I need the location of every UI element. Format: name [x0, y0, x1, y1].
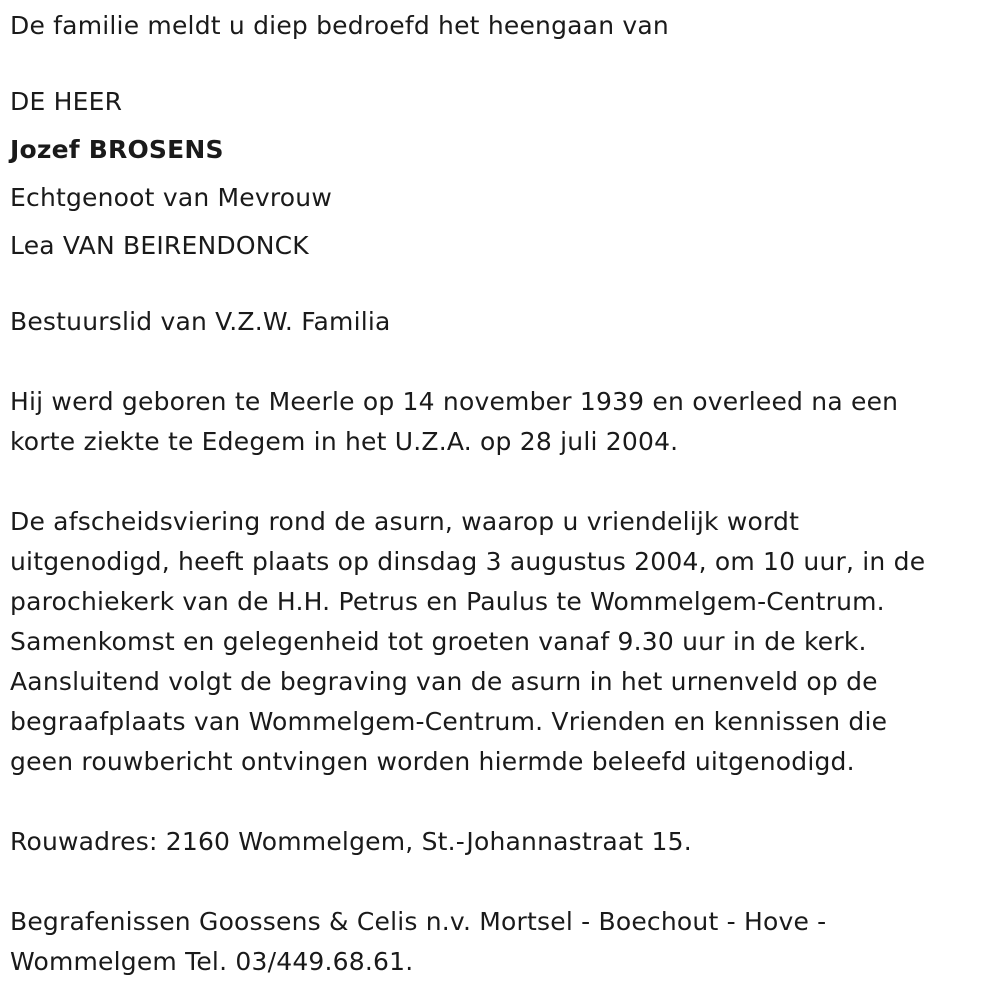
- obituary-document: [10, 6, 990, 982]
- paragraph-line: Samenkomst en gelegenheid tot groeten vanaf 9.30 uur in de kerk.: [10, 627, 867, 656]
- spouse-name: Lea VAN BEIRENDONCK: [10, 231, 309, 260]
- deceased-block: [10, 78, 990, 270]
- honorific-title: DE HEER: [10, 87, 123, 116]
- ceremony-paragraph: [10, 502, 990, 782]
- address-text: Rouwadres: 2160 Wommelgem, St.-Johannastraat 15.: [10, 827, 692, 856]
- funeral-home-paragraph: [10, 902, 990, 982]
- role-text: Bestuurslid van V.Z.W. Familia: [10, 307, 391, 336]
- paragraph-line: Hij werd geboren te Meerle op 14 november 1939 en overleed na een: [10, 387, 899, 416]
- paragraph-line: De afscheidsviering rond de asurn, waarop u vriendelijk wordt: [10, 507, 800, 536]
- paragraph-line: geen rouwbericht ontvingen worden hiermde beleefd uitgenodigd.: [10, 747, 855, 776]
- paragraph-line: Wommelgem Tel. 03/449.68.61.: [10, 947, 414, 976]
- birth-death-paragraph: [10, 382, 990, 462]
- paragraph-line: parochiekerk van de H.H. Petrus en Paulus te Wommelgem-Centrum.: [10, 587, 885, 616]
- paragraph-line: Aansluitend volgt de begraving van de asurn in het urnenveld op de: [10, 667, 878, 696]
- intro-text: De familie meldt u diep bedroefd het heengaan van: [10, 11, 669, 40]
- deceased-name: Jozef BROSENS: [10, 135, 224, 164]
- paragraph-line: korte ziekte te Edegem in het U.Z.A. op 28 juli 2004.: [10, 427, 679, 456]
- paragraph-line: uitgenodigd, heeft plaats op dinsdag 3 augustus 2004, om 10 uur, in de: [10, 547, 926, 576]
- paragraph-line: Begrafenissen Goossens & Celis n.v. Mortsel - Boechout - Hove -: [10, 907, 827, 936]
- spouse-line: Echtgenoot van Mevrouw: [10, 183, 332, 212]
- paragraph-line: begraafplaats van Wommelgem-Centrum. Vrienden en kennissen die: [10, 707, 888, 736]
